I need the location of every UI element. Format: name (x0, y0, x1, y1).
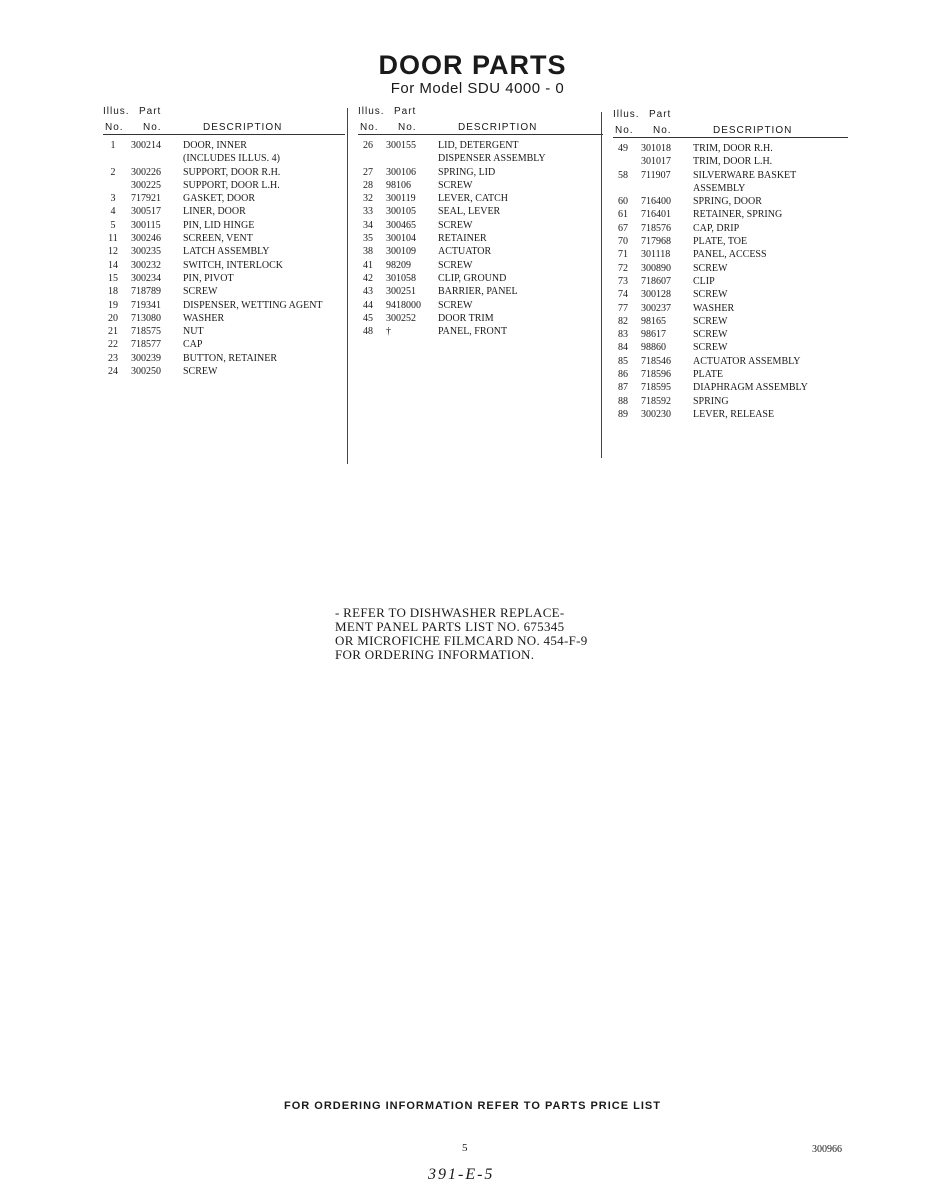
part-number: 718577 (131, 339, 161, 351)
part-number: 300230 (641, 408, 671, 420)
part-description: PANEL, FRONT (438, 326, 508, 338)
part-number: 300225 (131, 179, 161, 191)
part-number: 300226 (131, 166, 161, 178)
part-number: 300104 (386, 233, 416, 245)
illus-number: 3 (110, 193, 116, 205)
part-description: SCREEN, VENT (183, 233, 253, 245)
part-description: SPRING, LID (438, 166, 496, 178)
document-number: 300966 (812, 1144, 842, 1155)
part-number: 300234 (131, 272, 161, 284)
part-number: 713080 (131, 312, 161, 324)
parts-row (358, 193, 603, 206)
parts-row (103, 220, 345, 233)
parts-row (103, 326, 345, 339)
part-description: LID, DETERGENT (438, 140, 519, 151)
column-divider (601, 112, 602, 458)
header-illus: Illus. (358, 106, 385, 117)
parts-row (613, 409, 848, 422)
handwritten-note: 391-E-5 (428, 1166, 495, 1183)
illus-number: 21 (108, 326, 118, 338)
part-number: 300250 (131, 366, 161, 378)
illus-number: 2 (110, 166, 116, 178)
part-number: 300115 (131, 219, 161, 231)
parts-row (103, 286, 345, 299)
parts-row (613, 276, 848, 289)
illus-number: 12 (108, 246, 118, 258)
illus-number: 15 (108, 272, 118, 284)
part-number: 300239 (131, 352, 161, 364)
illus-number: 83 (618, 329, 628, 341)
part-description: LATCH ASSEMBLY (183, 246, 270, 258)
parts-row (103, 153, 345, 166)
part-description: RETAINER (438, 233, 487, 245)
header-illus-no: No. (615, 125, 634, 136)
parts-row (613, 183, 848, 196)
illus-number: 58 (618, 169, 628, 181)
parts-row (613, 356, 848, 369)
illus-number: 71 (618, 249, 628, 261)
parts-row (613, 263, 848, 276)
header-illus: Illus. (613, 109, 640, 120)
parts-row (613, 143, 848, 156)
illus-number: 82 (618, 315, 628, 327)
part-description: LINER, DOOR (183, 206, 246, 218)
part-description: BARRIER, PANEL (438, 286, 518, 298)
part-number: 718575 (131, 326, 161, 338)
parts-column-2 (358, 104, 603, 339)
parts-row (613, 396, 848, 409)
page-number: 5 (462, 1142, 468, 1154)
part-number: 301118 (641, 249, 671, 261)
part-number: 300246 (131, 233, 161, 245)
part-description: DOOR, INNER (183, 140, 247, 151)
parts-row (613, 382, 848, 395)
parts-row (103, 140, 345, 153)
part-description: SCREW (183, 366, 218, 378)
illus-number: 11 (108, 233, 118, 245)
part-description: BUTTON, RETAINER (183, 352, 278, 364)
illus-number: 1 (110, 140, 116, 151)
part-description: SUPPORT, DOOR R.H. (183, 166, 281, 178)
part-description: DISPENSER, WETTING AGENT (183, 299, 323, 311)
header-illus: Illus. (103, 106, 130, 117)
part-number: 98106 (386, 179, 411, 191)
part-number: 716401 (641, 209, 671, 221)
parts-row (358, 220, 603, 233)
illus-number: 20 (108, 312, 118, 324)
part-number: 300232 (131, 259, 161, 271)
part-description: SCREW (693, 329, 728, 341)
header-illus-no: No. (105, 122, 124, 133)
part-number: † (386, 326, 391, 338)
parts-row (613, 170, 848, 183)
parts-row (103, 206, 345, 219)
illus-number: 89 (618, 408, 628, 420)
parts-row (613, 369, 848, 382)
part-description: SILVERWARE BASKET (693, 169, 797, 181)
ordering-footer: FOR ORDERING INFORMATION REFER TO PARTS PRICE LIST (284, 1100, 661, 1112)
part-description: PANEL, ACCESS (693, 249, 767, 261)
part-number: 718596 (641, 369, 671, 381)
part-number: 300109 (386, 246, 416, 258)
part-description: LEVER, CATCH (438, 193, 508, 205)
part-description: TRIM, DOOR R.H. (693, 143, 773, 154)
parts-row (358, 153, 603, 166)
illus-number: 22 (108, 339, 118, 351)
parts-column-3 (613, 107, 848, 422)
illus-number: 72 (618, 262, 628, 274)
part-number: 718595 (641, 382, 671, 394)
part-description: LEVER, RELEASE (693, 408, 775, 420)
part-description: TRIM, DOOR L.H. (693, 156, 773, 168)
illus-number: 34 (363, 219, 373, 231)
header-part: Part (649, 109, 672, 120)
page-title: DOOR PARTS (378, 50, 567, 80)
illus-number: 85 (618, 355, 628, 367)
header-illus-no: No. (360, 122, 379, 133)
part-number: 711907 (641, 169, 671, 181)
part-number: 300251 (386, 286, 416, 298)
part-number: 718546 (641, 355, 671, 367)
part-number: 719341 (131, 299, 161, 311)
header-part: Part (139, 106, 162, 117)
part-number: 718592 (641, 395, 671, 407)
illus-number: 4 (110, 206, 116, 218)
part-number: 300890 (641, 262, 671, 274)
replacement-panel-note (335, 606, 635, 662)
parts-row (358, 206, 603, 219)
illus-number: 28 (363, 179, 373, 191)
part-description: GASKET, DOOR (183, 193, 256, 205)
illus-number: 49 (618, 143, 628, 154)
parts-row (613, 316, 848, 329)
part-number: 300465 (386, 219, 416, 231)
illus-number: 43 (363, 286, 373, 298)
illus-number: 23 (108, 352, 118, 364)
part-number: 301017 (641, 156, 671, 168)
illus-number: 41 (363, 259, 373, 271)
part-number: 98165 (641, 315, 666, 327)
illus-number: 61 (618, 209, 628, 221)
illus-number: 27 (363, 166, 373, 178)
column-divider (347, 108, 348, 464)
parts-row (103, 273, 345, 286)
illus-number: 35 (363, 233, 373, 245)
illus-number: 74 (618, 289, 628, 301)
parts-row (613, 236, 848, 249)
part-number: 718789 (131, 286, 161, 298)
part-description: SCREW (693, 342, 728, 354)
illus-number: 5 (110, 219, 116, 231)
parts-row (613, 209, 848, 222)
parts-row (613, 289, 848, 302)
illus-number: 18 (108, 286, 118, 298)
part-number: 716400 (641, 196, 671, 208)
note-line: FOR ORDERING INFORMATION. (335, 647, 535, 662)
part-description: ASSEMBLY (693, 182, 746, 194)
parts-rows (358, 135, 603, 339)
parts-row (358, 300, 603, 313)
parts-row (103, 193, 345, 206)
part-description: SCREW (438, 259, 473, 271)
illus-number: 70 (618, 236, 628, 248)
parts-row (103, 313, 345, 326)
parts-column-1 (103, 104, 345, 379)
part-description: SPRING, DOOR (693, 196, 762, 208)
part-description: CAP (183, 339, 203, 351)
parts-rows (613, 138, 848, 422)
part-description: WASHER (183, 312, 225, 324)
parts-row (103, 339, 345, 352)
part-description: SCREW (693, 315, 728, 327)
parts-row (613, 342, 848, 355)
part-number: 717968 (641, 236, 671, 248)
parts-row (103, 180, 345, 193)
part-description: NUT (183, 326, 204, 338)
parts-row (613, 329, 848, 342)
part-number: 300155 (386, 140, 416, 151)
part-description: SCREW (693, 289, 728, 301)
illus-number: 73 (618, 275, 628, 287)
note-line: MENT PANEL PARTS LIST NO. 675345 (335, 619, 565, 634)
parts-row (613, 303, 848, 316)
part-description: CAP, DRIP (693, 222, 740, 234)
part-description: WASHER (693, 302, 735, 314)
illus-number: 24 (108, 366, 118, 378)
part-number: 300252 (386, 312, 416, 324)
illus-number: 33 (363, 206, 373, 218)
parts-rows (103, 135, 345, 379)
illus-number: 45 (363, 312, 373, 324)
illus-number: 77 (618, 302, 628, 314)
part-description: PIN, LID HINGE (183, 219, 255, 231)
parts-row (358, 180, 603, 193)
parts-row (358, 313, 603, 326)
illus-number: 42 (363, 272, 373, 284)
part-description: SWITCH, INTERLOCK (183, 259, 283, 271)
illus-number: 84 (618, 342, 628, 354)
part-description: SCREW (438, 219, 473, 231)
part-number: 718607 (641, 275, 671, 287)
part-number: 717921 (131, 193, 161, 205)
parts-row (358, 260, 603, 273)
part-description: SPRING (693, 395, 729, 407)
part-description: SCREW (693, 262, 728, 274)
parts-row (358, 233, 603, 246)
parts-row (358, 273, 603, 286)
note-line: OR MICROFICHE FILMCARD NO. 454-F-9 (335, 633, 588, 648)
parts-row (613, 223, 848, 236)
illus-number: 86 (618, 369, 628, 381)
parts-row (358, 326, 603, 339)
part-number: 300214 (131, 140, 161, 151)
illus-number: 48 (363, 326, 373, 338)
illus-number: 38 (363, 246, 373, 258)
part-description: DIAPHRAGM ASSEMBLY (693, 382, 808, 394)
part-description: SCREW (438, 179, 473, 191)
part-description: PLATE (693, 369, 723, 381)
part-number: 301018 (641, 143, 671, 154)
part-number: 300105 (386, 206, 416, 218)
part-number: 300106 (386, 166, 416, 178)
part-description: PIN, PIVOT (183, 272, 234, 284)
header-description: DESCRIPTION (458, 122, 538, 133)
column-header (613, 107, 848, 138)
part-number: 98209 (386, 259, 411, 271)
part-description: SCREW (183, 286, 218, 298)
part-description: CLIP, GROUND (438, 272, 507, 284)
part-description: DOOR TRIM (438, 312, 494, 324)
part-description: DISPENSER ASSEMBLY (438, 153, 546, 165)
illus-number: 19 (108, 299, 118, 311)
header-description: DESCRIPTION (713, 125, 793, 136)
part-number: 300119 (386, 193, 416, 205)
parts-row (358, 167, 603, 180)
part-description: PLATE, TOE (693, 236, 748, 248)
parts-row (103, 353, 345, 366)
part-number: 300237 (641, 302, 671, 314)
header-part: Part (394, 106, 417, 117)
illus-number: 87 (618, 382, 628, 394)
column-header (358, 104, 603, 135)
part-description: SEAL, LEVER (438, 206, 501, 218)
part-number: 300235 (131, 246, 161, 258)
illus-number: 26 (363, 140, 373, 151)
parts-row (613, 156, 848, 169)
header-part-no: No. (143, 122, 162, 133)
parts-row (103, 366, 345, 379)
illus-number: 88 (618, 395, 628, 407)
part-description: RETAINER, SPRING (693, 209, 783, 221)
part-number: 98617 (641, 329, 666, 341)
column-header (103, 104, 345, 135)
header-part-no: No. (653, 125, 672, 136)
parts-row (358, 140, 603, 153)
parts-row (103, 260, 345, 273)
illus-number: 14 (108, 259, 118, 271)
part-number: 301058 (386, 272, 416, 284)
illus-number: 44 (363, 299, 373, 311)
header-part-no: No. (398, 122, 417, 133)
part-number: 9418000 (386, 299, 421, 311)
part-number: 98860 (641, 342, 666, 354)
parts-row (358, 286, 603, 299)
parts-row (103, 233, 345, 246)
illus-number: 32 (363, 193, 373, 205)
page-subtitle: For Model SDU 4000 - 0 (390, 80, 565, 97)
parts-row (613, 196, 848, 209)
header-description: DESCRIPTION (203, 122, 283, 133)
parts-row (358, 246, 603, 259)
part-number: 300128 (641, 289, 671, 301)
part-description: (INCLUDES ILLUS. 4) (183, 153, 280, 165)
illus-number: 60 (618, 196, 628, 208)
part-number: 718576 (641, 222, 671, 234)
part-description: ACTUATOR (438, 246, 492, 258)
parts-row (613, 249, 848, 262)
note-line: - REFER TO DISHWASHER REPLACE- (335, 605, 565, 620)
parts-row (103, 167, 345, 180)
parts-row (103, 246, 345, 259)
part-description: CLIP (693, 275, 715, 287)
parts-row (103, 300, 345, 313)
part-number: 300517 (131, 206, 161, 218)
part-description: SUPPORT, DOOR L.H. (183, 179, 280, 191)
part-description: SCREW (438, 299, 473, 311)
part-description: ACTUATOR ASSEMBLY (693, 355, 801, 367)
illus-number: 67 (618, 222, 628, 234)
